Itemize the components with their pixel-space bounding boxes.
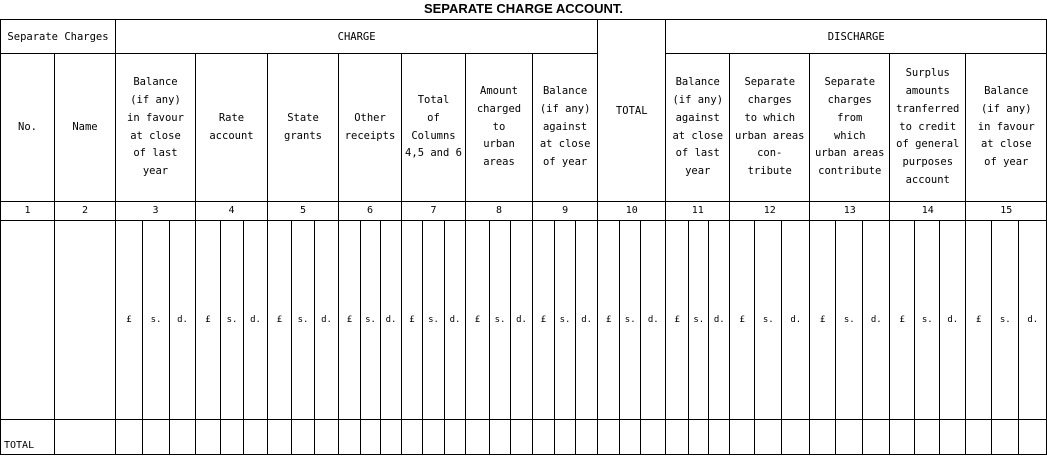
pound-cell: £: [402, 221, 423, 420]
pence-cell: d.: [244, 221, 268, 420]
pence-cell: d.: [709, 221, 730, 420]
total-label: TOTAL: [1, 420, 55, 455]
col-number: 3: [116, 202, 196, 221]
total-pound-cell: [598, 420, 620, 455]
entry-no-cell: [1, 221, 55, 420]
separate-charge-account-table: [0, 19, 1047, 455]
pence-cell: d.: [940, 221, 966, 420]
col-3-label: Balance (if any) in favour at close of last year: [127, 76, 184, 178]
shilling-cell: s.: [490, 221, 511, 420]
total-shilling-cell: [292, 420, 315, 455]
total-pence-cell: [381, 420, 402, 455]
total-pound-cell: [339, 420, 361, 455]
col-10-header: [598, 20, 666, 202]
total-shilling-cell: [423, 420, 445, 455]
total-row: [1, 420, 1047, 455]
col-number: 12: [730, 202, 810, 221]
col-7-label: Total of Columns 4,5 and 6: [405, 93, 462, 160]
pence-cell: d.: [511, 221, 533, 420]
pound-cell: £: [268, 221, 292, 420]
total-shilling-cell: [490, 420, 511, 455]
col-1-label: No.: [18, 120, 37, 133]
col-15-label: Balance (if any) in favour at close of year: [977, 85, 1035, 169]
total-pound-cell: [402, 420, 423, 455]
total-pence-cell: [244, 420, 268, 455]
total-pound-cell: [666, 420, 689, 455]
col-3-header: [116, 54, 196, 202]
pound-cell: £: [890, 221, 915, 420]
pence-cell: d.: [170, 221, 196, 420]
total-pound-cell: [533, 420, 555, 455]
pound-cell: £: [116, 221, 143, 420]
total-shilling-cell: [689, 420, 709, 455]
pence-cell: d.: [1019, 221, 1047, 420]
pound-cell: £: [730, 221, 755, 420]
pound-cell: £: [339, 221, 361, 420]
total-pound-cell: [966, 420, 992, 455]
col-number: 4: [196, 202, 268, 221]
col-9-label: Balance (if any) against at close of year: [539, 85, 591, 169]
shilling-cell: s.: [755, 221, 782, 420]
pound-cell: £: [598, 221, 620, 420]
total-pence-cell: [940, 420, 966, 455]
pound-cell: £: [533, 221, 555, 420]
col-2-label: Name: [72, 120, 98, 133]
shilling-cell: s.: [836, 221, 863, 420]
pence-cell: d.: [445, 221, 466, 420]
col-2-header: [55, 54, 116, 202]
col-number: 5: [268, 202, 339, 221]
col-4-label: Rate account: [209, 111, 254, 142]
col-12-header: [730, 54, 810, 202]
total-pound-cell: [810, 420, 836, 455]
pence-cell: d.: [381, 221, 402, 420]
col-1-header: [1, 54, 55, 202]
col-12-label: Separate charges to which urban areas con- tribute: [734, 76, 805, 178]
pence-cell: d.: [315, 221, 339, 420]
document-title: SEPARATE CHARGE ACCOUNT.: [423, 1, 624, 16]
shilling-cell: s.: [143, 221, 170, 420]
col-number: 8: [466, 202, 533, 221]
total-pence-cell: [1019, 420, 1047, 455]
total-pence-cell: [782, 420, 810, 455]
total-pound-cell: [268, 420, 292, 455]
pence-cell: d.: [782, 221, 810, 420]
col-number: 14: [890, 202, 966, 221]
pound-cell: £: [196, 221, 221, 420]
total-pence-cell: [315, 420, 339, 455]
total-pound-cell: [890, 420, 915, 455]
total-shilling-cell: [221, 420, 244, 455]
col-4-header: [196, 54, 268, 202]
group-separate-charges: Separate Charges: [1, 20, 116, 54]
col-6-label: Other receipts: [344, 111, 396, 142]
pence-cell: d.: [576, 221, 598, 420]
col-8-label: Amount charged to urban areas: [476, 85, 522, 169]
col-7-header: [402, 54, 466, 202]
total-pence-cell: [170, 420, 196, 455]
total-name-cell: [55, 420, 116, 455]
total-pence-cell: [709, 420, 730, 455]
total-pence-cell: [445, 420, 466, 455]
pound-cell: £: [666, 221, 689, 420]
col-number: 6: [339, 202, 402, 221]
shilling-cell: s.: [689, 221, 709, 420]
col-14-label: Surplus amounts tranferred to credit of general purposes account: [896, 67, 960, 186]
entry-row: [1, 221, 1047, 420]
shilling-cell: s.: [221, 221, 244, 420]
col-13-label: Separate charges from which urban areas contribute: [814, 76, 885, 178]
col-13-header: [810, 54, 890, 202]
col-11-header: [666, 54, 730, 202]
col-10-label: TOTAL: [615, 104, 648, 117]
pence-cell: d.: [863, 221, 890, 420]
col-6-header: [339, 54, 402, 202]
col-8-header: [466, 54, 533, 202]
pound-cell: £: [466, 221, 490, 420]
total-shilling-cell: [620, 420, 641, 455]
group-charge: CHARGE: [116, 20, 598, 54]
total-pound-cell: [116, 420, 143, 455]
total-shilling-cell: [143, 420, 170, 455]
col-number: 10: [598, 202, 666, 221]
total-shilling-cell: [992, 420, 1019, 455]
total-pound-cell: [730, 420, 755, 455]
column-number-row: [1, 202, 1047, 221]
total-shilling-cell: [361, 420, 381, 455]
col-number: 15: [966, 202, 1047, 221]
group-header-row: [1, 20, 1047, 54]
shilling-cell: s.: [423, 221, 445, 420]
col-11-label: Balance (if any) against at close of last year: [672, 76, 724, 178]
total-pence-cell: [641, 420, 666, 455]
total-shilling-cell: [836, 420, 863, 455]
col-number: 7: [402, 202, 466, 221]
col-5-header: [268, 54, 339, 202]
shilling-cell: s.: [915, 221, 940, 420]
col-number: 13: [810, 202, 890, 221]
shilling-cell: s.: [555, 221, 576, 420]
total-pence-cell: [511, 420, 533, 455]
col-15-header: [966, 54, 1047, 202]
total-shilling-cell: [755, 420, 782, 455]
shilling-cell: s.: [361, 221, 381, 420]
col-number: 9: [533, 202, 598, 221]
column-header-row: [1, 54, 1047, 202]
col-number: 2: [55, 202, 116, 221]
total-pound-cell: [196, 420, 221, 455]
total-pence-cell: [863, 420, 890, 455]
col-number: 11: [666, 202, 730, 221]
shilling-cell: s.: [292, 221, 315, 420]
col-9-header: [533, 54, 598, 202]
entry-name-cell: [55, 221, 116, 420]
col-number: 1: [1, 202, 55, 221]
pence-cell: d.: [641, 221, 666, 420]
col-14-header: [890, 54, 966, 202]
total-pence-cell: [576, 420, 598, 455]
shilling-cell: s.: [992, 221, 1019, 420]
col-5-label: State grants: [284, 111, 322, 142]
pound-cell: £: [810, 221, 836, 420]
pound-cell: £: [966, 221, 992, 420]
total-pound-cell: [466, 420, 490, 455]
group-discharge: DISCHARGE: [666, 20, 1047, 54]
total-shilling-cell: [915, 420, 940, 455]
shilling-cell: s.: [620, 221, 641, 420]
total-shilling-cell: [555, 420, 576, 455]
